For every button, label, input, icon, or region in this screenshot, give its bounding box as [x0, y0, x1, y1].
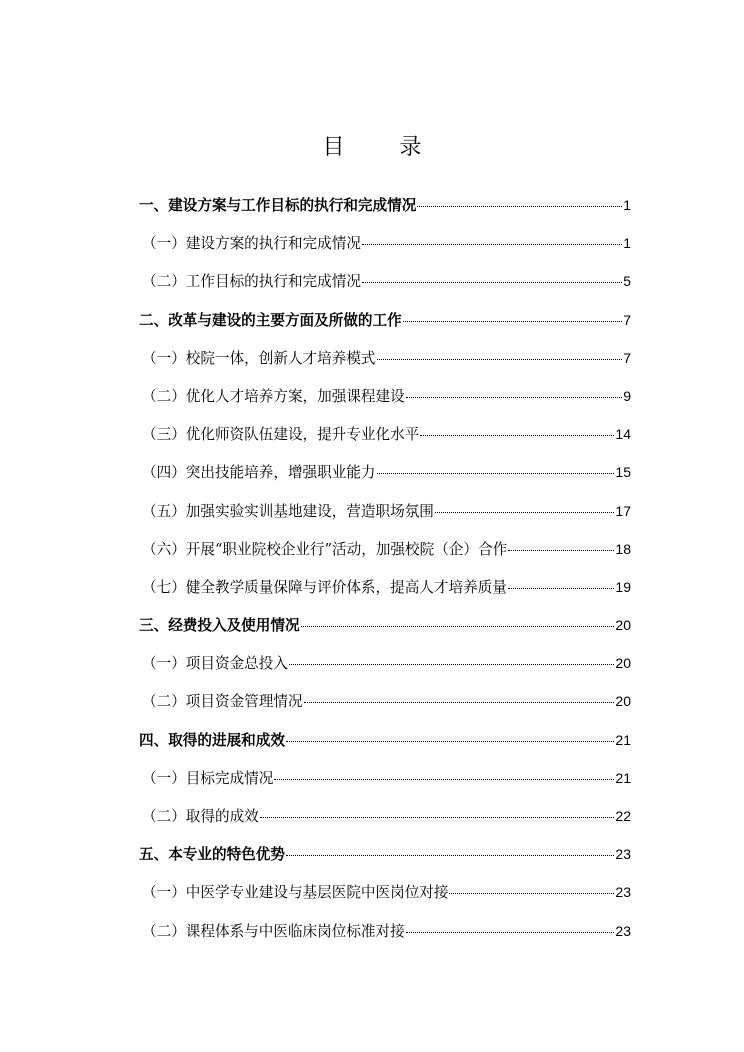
- toc-page-number: 1: [623, 235, 631, 252]
- toc-entry-label: （七）健全教学质量保障与评价体系，提高人才培养质量: [142, 578, 507, 596]
- toc-subsection-entry[interactable]: [139, 690, 631, 728]
- toc-page-number: 18: [615, 540, 631, 557]
- toc-entry-label: 五、本专业的特色优势: [139, 846, 285, 864]
- toc-subsection-entry[interactable]: [139, 576, 631, 614]
- toc-page-number: 15: [615, 464, 631, 481]
- toc-dot-leader: [301, 626, 615, 627]
- toc-dot-leader: [449, 893, 614, 894]
- toc-page-number: 19: [615, 578, 631, 595]
- toc-subsection-entry[interactable]: [139, 385, 631, 423]
- toc-section-entry[interactable]: [139, 194, 631, 232]
- toc-subsection-entry[interactable]: [139, 461, 631, 499]
- toc-page-number: 23: [615, 846, 631, 863]
- table-of-contents: [139, 194, 631, 958]
- toc-entry-label: （四）突出技能培养，增强职业能力: [142, 464, 376, 482]
- toc-entry-label: （一）建设方案的执行和完成情况: [142, 235, 361, 253]
- toc-subsection-entry[interactable]: [139, 767, 631, 805]
- toc-dot-leader: [289, 664, 614, 665]
- toc-page-number: 9: [623, 387, 631, 404]
- toc-dot-leader: [377, 473, 615, 474]
- toc-page-number: 20: [615, 617, 631, 634]
- toc-dot-leader: [508, 550, 614, 551]
- toc-page-number: 20: [615, 693, 631, 710]
- toc-subsection-entry[interactable]: [139, 881, 631, 919]
- toc-page-number: 17: [615, 502, 631, 519]
- toc-dot-leader: [362, 282, 622, 283]
- toc-page-number: 23: [615, 922, 631, 939]
- toc-dot-leader: [508, 588, 615, 589]
- toc-subsection-entry[interactable]: [139, 232, 631, 270]
- toc-page-number: 14: [615, 426, 631, 443]
- toc-subsection-entry[interactable]: [139, 652, 631, 690]
- toc-section-entry[interactable]: [139, 729, 631, 767]
- toc-entry-label: （二）项目资金管理情况: [142, 693, 303, 711]
- toc-entry-label: （一）校院一体，创新人才培养模式: [142, 349, 376, 367]
- page-title: 目 录: [322, 135, 446, 160]
- toc-entry-label: 三、经费投入及使用情况: [139, 617, 300, 635]
- toc-entry-label: （二）取得的成效: [142, 808, 259, 825]
- toc-entry-label: （五）加强实验实训基地建设，营造职场氛围: [142, 502, 434, 520]
- toc-entry-label: （二）优化人才培养方案，加强课程建设: [142, 387, 405, 405]
- toc-subsection-entry[interactable]: [139, 347, 631, 385]
- toc-dot-leader: [362, 244, 622, 245]
- toc-page-number: 23: [615, 884, 631, 901]
- toc-entry-label: 一、建设方案与工作目标的执行和完成情况: [139, 197, 417, 214]
- toc-subsection-entry[interactable]: [139, 920, 631, 958]
- toc-page-number: 7: [623, 349, 631, 366]
- toc-dot-leader: [304, 702, 615, 703]
- toc-subsection-entry[interactable]: [139, 500, 631, 538]
- toc-page-number: 22: [615, 808, 631, 824]
- toc-page-number: 21: [615, 731, 631, 748]
- toc-entry-label: （二）工作目标的执行和完成情况: [142, 273, 361, 291]
- toc-dot-leader: [420, 435, 614, 436]
- toc-dot-leader: [260, 817, 615, 818]
- toc-subsection-entry[interactable]: [139, 270, 631, 308]
- toc-page-number: 7: [623, 311, 631, 328]
- toc-dot-leader: [406, 397, 623, 398]
- toc-dot-leader: [417, 206, 622, 207]
- toc-subsection-entry[interactable]: [139, 538, 631, 576]
- toc-dot-leader: [274, 779, 614, 780]
- toc-dot-leader: [435, 512, 615, 513]
- toc-subsection-entry[interactable]: [139, 423, 631, 461]
- toc-page-number: 5: [623, 273, 631, 290]
- toc-page-number: 20: [615, 655, 631, 672]
- toc-entry-label: （一）目标完成情况: [142, 769, 274, 787]
- toc-entry-label: （六）开展“职业院校企业行”活动，加强校院（企）合作: [142, 540, 508, 558]
- toc-dot-leader: [286, 741, 614, 742]
- toc-section-entry[interactable]: [139, 309, 631, 347]
- toc-page-number: 1: [623, 197, 631, 213]
- toc-entry-label: （二）课程体系与中医临床岗位标准对接: [142, 922, 405, 940]
- toc-section-entry[interactable]: [139, 614, 631, 652]
- toc-entry-label: （一）中医学专业建设与基层医院中医岗位对接: [142, 884, 449, 902]
- toc-dot-leader: [377, 359, 623, 360]
- toc-section-entry[interactable]: [139, 843, 631, 881]
- toc-entry-label: （三）优化师资队伍建设，提升专业化水平: [142, 426, 420, 444]
- toc-entry-label: 四、取得的进展和成效: [139, 731, 285, 749]
- toc-dot-leader: [406, 932, 615, 933]
- toc-dot-leader: [403, 321, 623, 322]
- toc-subsection-entry[interactable]: [139, 805, 631, 843]
- toc-page-number: 21: [615, 769, 631, 786]
- toc-entry-label: 二、改革与建设的主要方面及所做的工作: [139, 311, 402, 329]
- toc-entry-label: （一）项目资金总投入: [142, 655, 288, 673]
- toc-dot-leader: [286, 855, 614, 856]
